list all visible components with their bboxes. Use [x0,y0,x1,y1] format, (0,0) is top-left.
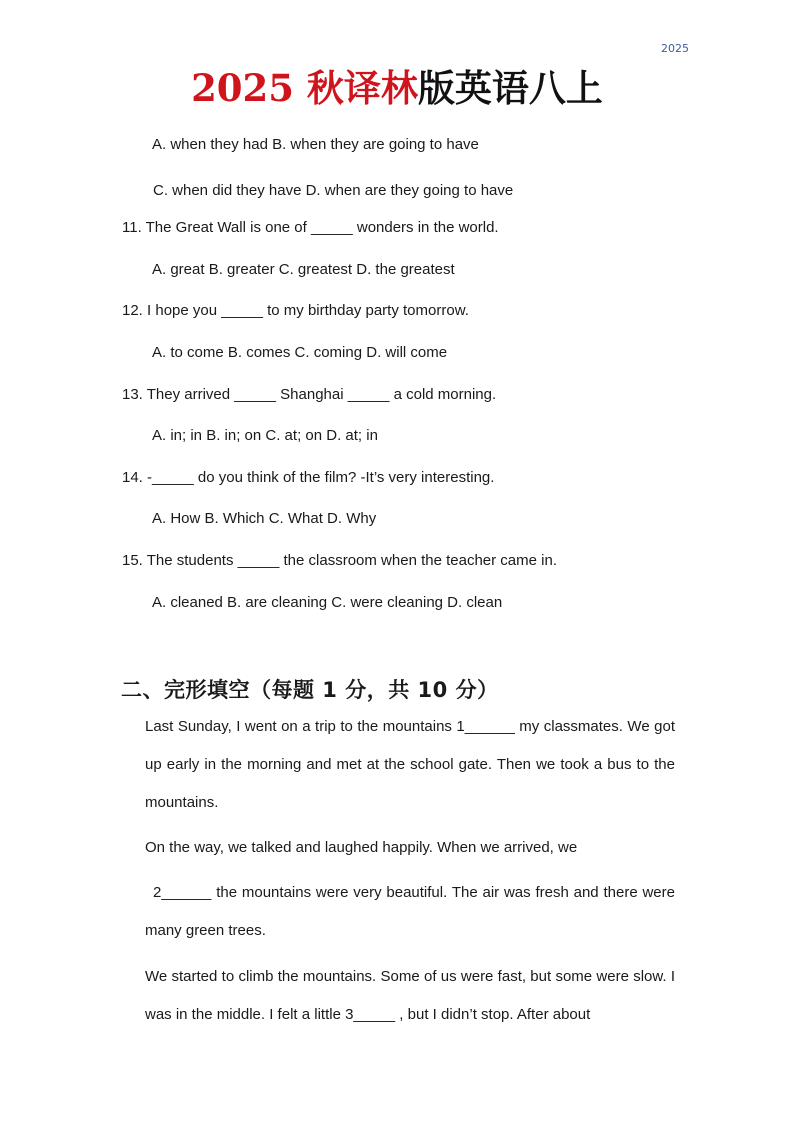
q13-options: A. in; in B. in; on C. at; on D. at; in [152,427,378,444]
q11-stem: 11. The Great Wall is one of _____ wonders in the world. [122,219,499,236]
q14-options: A. How B. Which C. What D. Why [152,510,377,527]
page-title [0,58,794,112]
header-year: 2025 [661,42,689,55]
cloze-paragraph-2: On the way, we talked and laughed happily. When we arrived, we [145,839,578,856]
q14-stem: 14. -_____ do you think of the film? -It’s very interesting. [122,469,495,486]
q10-options-line-1: A. when they had B. when they are going to have [152,136,479,153]
section-heading-cloze: 二、完形填空（每题 1 分，共 10 分） [121,678,499,702]
q15-stem: 15. The students _____ the classroom when the teacher came in. [122,552,557,569]
q12-stem: 12. I hope you _____ to my birthday party tomorrow. [122,302,469,319]
title-black-part: 版英语八上 [417,66,603,110]
cloze-paragraph-3: 2______ the mountains were very beautiful. The air was fresh and there were many green trees. [145,884,675,939]
q12-options: A. to come B. comes C. coming D. will come [152,344,448,361]
q10-options-line-2: C. when did they have D. when are they going to have [153,182,514,199]
q15-options: A. cleaned B. are cleaning C. were cleaning D. clean [152,594,503,611]
cloze-paragraph-1: Last Sunday, I went on a trip to the mountains 1______ my classmates. We got up early in the morning and met at the school gate. Then we took a bus to the mountains. [145,718,675,811]
cloze-paragraph-4: We started to climb the mountains. Some of us were fast, but some were slow. I was in the middle. I felt a little 3_____ , but I didn’t stop. After about [145,968,675,1023]
q11-options: A. great B. greater C. greatest D. the greatest [152,261,455,278]
q13-stem: 13. They arrived _____ Shanghai _____ a cold morning. [122,386,497,403]
title-red-part: 2025 秋译林 [191,66,418,110]
